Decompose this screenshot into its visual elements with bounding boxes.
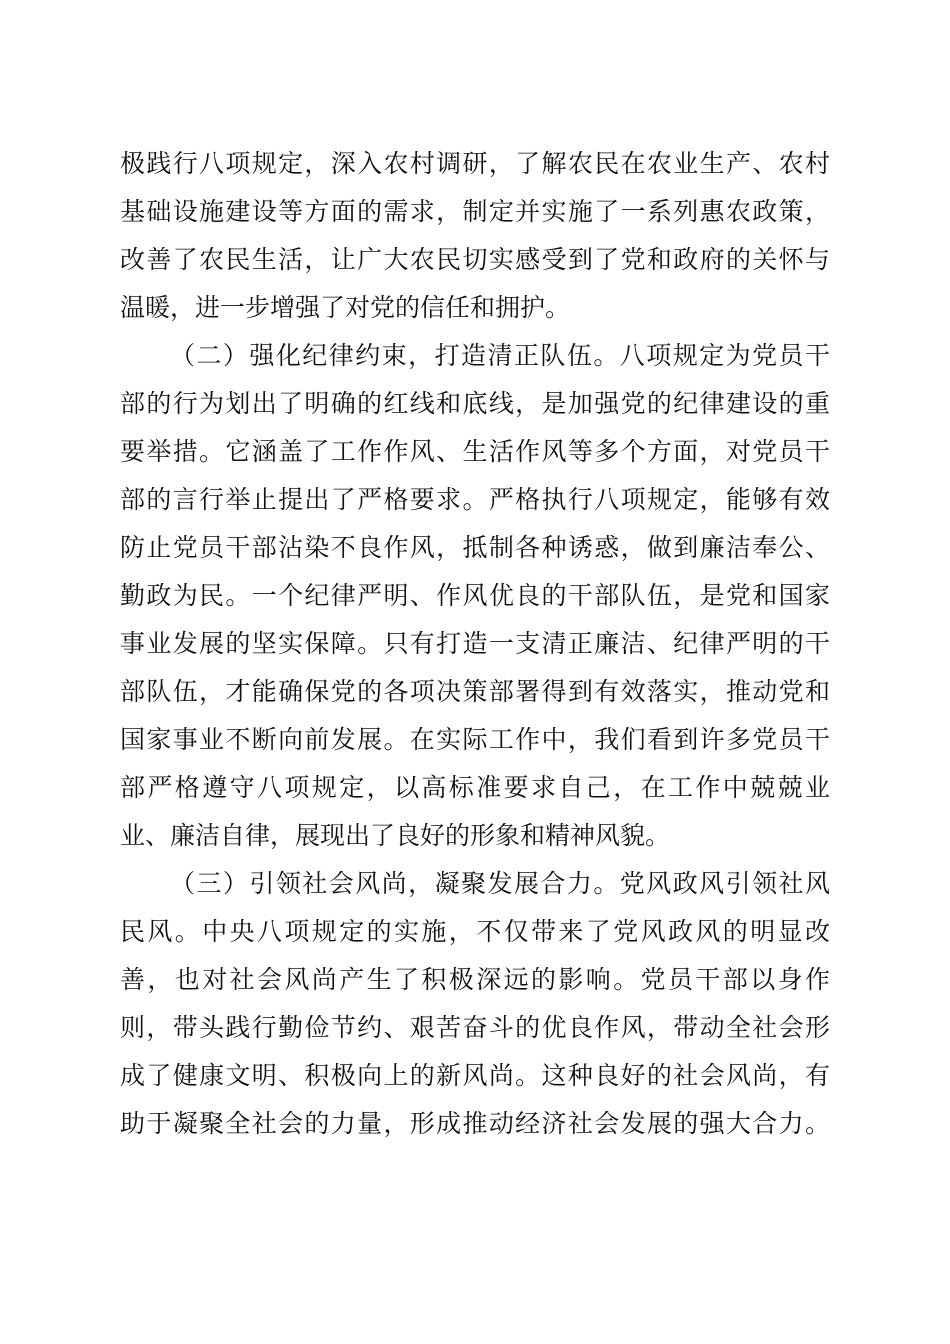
paragraph-2-line-11: 业、廉洁自律，展现出了良好的形象和精神风貌。 [120,821,671,850]
paragraph-2-line-10: 部严格遵守八项规定，以高标准要求自己，在工作中兢兢业 [120,773,830,802]
paragraph-2-line-4: 部的言行举止提出了严格要求。严格执行八项规定，能够有效 [120,485,830,514]
paragraph-3-line-6: 助于凝聚全社会的力量，形成推动经济社会发展的强大合力。 [120,1109,830,1138]
paragraph-1-line-3: 改善了农民生活，让广大农民切实感受到了党和政府的关怀与 [120,245,830,274]
paragraph-1-line-4: 温暖，进一步增强了对党的信任和拥护。 [120,293,571,322]
paragraph-2-line-3: 要举措。它涵盖了工作作风、生活作风等多个方面，对党员干 [120,437,830,466]
paragraph-2-line-7: 事业发展的坚实保障。只有打造一支清正廉洁、纪律严明的干 [120,629,830,658]
paragraph-2-line-9: 国家事业不断向前发展。在实际工作中，我们看到许多党员干 [120,725,830,754]
paragraph-2-line-5: 防止党员干部沾染不良作风，抵制各种诱惑，做到廉洁奉公、 [120,533,830,562]
paragraph-1-line-1: 极践行八项规定，深入农村调研，了解农民在农业生产、农村 [120,149,830,178]
paragraph-2-line-1: （二）强化纪律约束，打造清正队伍。八项规定为党员干 [170,341,830,370]
paragraph-2-line-8: 部队伍，才能确保党的各项决策部署得到有效落实，推动党和 [120,677,830,706]
paragraph-2-line-2: 部的行为划出了明确的红线和底线，是加强党的纪律建设的重 [120,389,830,418]
paragraph-3-line-1: （三）引领社会风尚，凝聚发展合力。党风政风引领社风 [170,869,830,898]
paragraph-1-line-2: 基础设施建设等方面的需求，制定并实施了一系列惠农政策， [120,197,830,226]
paragraph-3-line-4: 则，带头践行勤俭节约、艰苦奋斗的优良作风，带动全社会形 [120,1013,830,1042]
paragraph-3-line-2: 民风。中央八项规定的实施，不仅带来了党风政风的明显改 [120,917,830,946]
document-body [120,140,830,1148]
paragraph-3-line-3: 善，也对社会风尚产生了积极深远的影响。党员干部以身作 [120,965,830,994]
paragraph-3-line-5: 成了健康文明、积极向上的新风尚。这种良好的社会风尚，有 [120,1061,830,1090]
paragraph-2-line-6: 勤政为民。一个纪律严明、作风优良的干部队伍，是党和国家 [120,581,830,610]
